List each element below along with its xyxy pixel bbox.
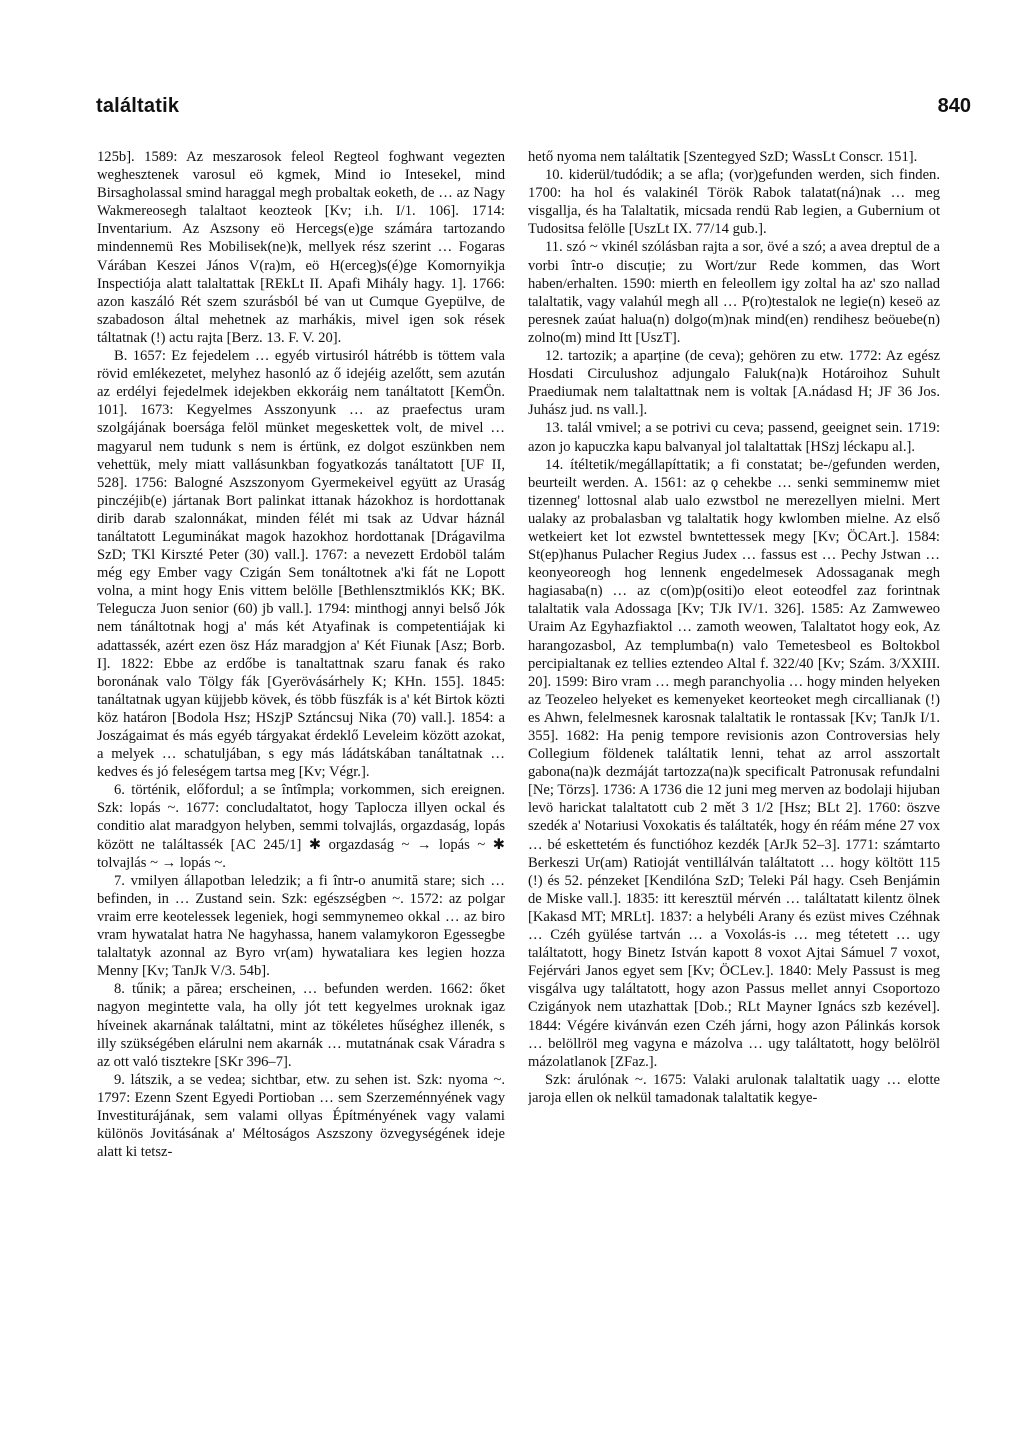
entry-paragraph: 6. történik, előfordul; a se întîmpla; vorkommen, sich ereignen. Szk: lopás ~. 1677: concludaltatot, hogy Taplocza illyen ockal és conditio alat maradgyon helyben, semmi tolvajlás, orgazdaság, lopás között ne találtassék [AC 245/1] ✱ orgazdaság ~ → lopás ~ ✱ tolvajlás ~ → lopás ~. (97, 782, 505, 871)
running-head-word: találtatik (96, 95, 180, 117)
entry-paragraph: 10. kiderül/tudódik; a se afla; (vor)gefunden werden, sich finden. 1700: ha hol és valakinél Török Rabok talatat(ná)nak … meg visgallja, és ha Talaltatik, micsada rendü Rab legien, a Gubernium ot Tudositsa felölle [UszLt IX. 77/14 gub.]. (528, 167, 940, 238)
left-column (97, 148, 505, 1408)
entry-paragraph: 11. szó ~ vkinél szólásban rajta a sor, övé a szó; a avea dreptul de a vorbi într-o discuție; zu Wort/zur Rede kommen, das Wort haben/erhalten. 1590: mierth en feleollem igy zoltal ha az' szo nallad talaltatik, vagy valahúl megh all … P(ro)testalok ne legie(n) keseö az peresnek zaúat halua(n) dolgo(m)nak mind(en) rendihesz beöuebe(n) zolno(m) mind Itt [UszT]. (528, 239, 940, 346)
entry-paragraph: 7. vmilyen állapotban leledzik; a fi într-o anumită stare; sich … befinden, in … Zustand sein. Szk: egészségben ~. 1572: az polgar vraim erre keotelessek legeniek, hogi semmynemeo okkal … az biro vram hywatalat hatra Ne hagyhassa, hanem valamykoron Egessegbe talaltatyk azonnal az Byro vr(am) hywataliara kes legien hozza Menny [Kv; TanJk V/3. 54b]. (97, 872, 505, 980)
entry-paragraph: 13. talál vmivel; a se potrivi cu ceva; passend, geeignet sein. 1719: azon jo kapuczka kapu balvanyal jol talaltattak [HSzj léckapu al.]. (528, 420, 940, 455)
entry-paragraph: hető nyoma nem találtatik [Szentegyed SzD; WassLt Conscr. 151]. (528, 149, 918, 165)
entry-paragraph: 9. látszik, a se vedea; sichtbar, etw. zu sehen ist. Szk: nyoma ~. 1797: Ezenn Szent Egyedi Portioban … sem Szerzeménnyének vagy Investiturájának, sem valami ollyas Építményének vagy valami különös Jovitásának a' Méltoságos Aszszony özvegységének ideje alatt ki tetsz- (97, 1071, 505, 1161)
page-number: 840 (937, 95, 971, 117)
entry-paragraph: 12. tartozik; a aparține (de ceva); gehören zu etw. 1772: Az egész Hosdati Circulushoz adjungalo Faluk(na)k Hotároihoz Suhult Praediumak nem talaltattnak nem is voltak [A.nádasd H; JF 36 Jos. Juhász jud. ns vall.]. (528, 348, 940, 419)
entry-paragraph: 8. tűnik; a părea; erscheinen, … befunden werden. 1662: őket nagyon megintette vala, ha olly jót tett kegyelmes uroknak igaz híveinek akarnának találtatni, mint az tökéletes hűséghez illenék, s illy szükségében elárulni nem akarnák … mutatnának csak Váradra s az ott való tisztekre [SKr 396–7]. (97, 981, 505, 1070)
right-column (528, 148, 940, 1408)
entry-paragraph: 14. ítéltetik/megállapíttatik; a fi constatat; be-/gefunden werden, beurteilt werden. A. 1561: az ǫ cehekbe … senki semminemw miet tizenneg' lottosnal alab ualo ezwstbol ne merezellyen mielni. Mert ualaky az probalasban vg talaltatik hogy kwlomben mielne. Az első wetkeiert ket lot ezwstel bwntettessek megy [Kv; ÖCArt.]. 1584: St(ep)hanus Pulacher Regius Judex … fassus est … Pechy Jstwan … keonyeoreogh hog lennenk engedelmesek Adossaganak megh hagiasaba(n) … az c(om)p(ositi)o eleot eoteodfel zaz forintnak talaltatik vala Adossaga [Kv; TJk IV/1. 326]. 1585: Az Zamweweo Uraim Az Egyhazfiaktol … zamoth weowen, Talaltatot hogy eok, Az harangozasbol, Az templumba(n) valo Temetesbeol es Boltokbol percipialtanak ez tellies eztendeo Altal f. 322/40 [Kv; Szám. 3/XXIII. 20]. 1599: Biro vram … megh paranchyolia … hogy minden helyeken az Teozeleo helyeket es kemenyeket keorteoket megh circallianak (!) es Ahwn, felelmesnek karosnak talaltatik le rontassak [Kv; TanJk I/1. 355]. 1682: Ha penig tempore revisionis azon Controversias hely Collegium földenek találtatik lenni, tehat az arrol asszortalt gabona(na)k dezmáját tartozza(na)k specificalt Patronusak refundalni [Ne; Törzs]. 1736: A 1736 die 12 juni meg merven az bodolaji hijuban levö harickat talaltatott cub 2 mět 3 1/2 [Hsz; BLt 2]. 1760: öszve szedék a' Notariusi Voxokatis és találtaték, hogy én réám méne 27 vox … bé eskettetém és functióhoz kezdék [ArJk 52–3]. 1771: számtarto Berkeszi Ur(am) Ratioját ventillálván találtatott … hogy költött 115 (!) és 52. pénzeket [Kendilóna SzD; Teleki Pál hagy. Cseh Benjámin de Miske vall.]. 1835: itt keresztül mérvén … találtatatt kilentz ölnek [Kakasd MT; MRLt]. 1837: a helybéli Arany és ezüst mives Czéhnak … Czéh gyülése tartván … a Voxolás-is … meg tétetett … ugy találtatott, hogy Binetz István kapott 8 voxot Ajtai Sámuel 7 voxot, Fejérvári Janos egyet sem [Kv; ÖCLev.]. 1840: Mely Passust is meg visgálva ugy találtatott, hogy azon Passus mellet annyi Csoportozo Czigányok nem utazhattak [Dob.; RLt Mayner Ignács szb kezével]. 1844: Végére kivánván ezen Czéh járni, hogy azon Pálinkás korsok … belöllröl meg vagyna e mázolva … ugy találtatott, hogy belölröl mázolatlanok [ZFaz.]. (528, 456, 940, 1070)
entry-paragraph: B. 1657: Ez fejedelem … egyéb virtusiról hátrébb is töttem vala rövid emlékezetet, melyhez hasonló az ő idejéig azelőtt, sem azután az erdélyi fejedelmek idejekben ekkoráig nem tanáltatott [KemÖn. 101]. 1673: Kegyelmes Asszonyunk … az praefectus uram szolgájának boersága felöl münket megeskettek volt, de mivel … magyarul nem tudunk s nem is értünk, ez dolgot eszünkben nem vehettük, mely miatt vallásunkban fogyatkozás tanáltatott [UF II, 528]. 1756: Balogné Aszszonyom Gyermekeivel együtt az Uraság pinczéjib(e) jártanak Bort palinkat ittanak házokhoz is hordottanak dirib darab szalonnákat, minden félét mi tsak az Udvar háznál tanáltatott Leguminákat magok hazokhoz hordottanak [Drágavilma SzD; TKl Kirszté Peter (30) vall.]. 1767: a nevezett Erdoböl talám még egy Ember vagy Czigán Sem tonáltotnek a'ki fát ne Lopott volna, a mint hogy Enis vittem belölle [Bethlensztmiklós KK; BK. Telegucza Juon senior (60) jb vall.]. 1794: minthogj annyi belső Jók nem tánáltotnak hogj a' más két Atyafinak is competentiájak ki adattassék, azért ezen ösz Ház maradgjon a' Két Fiunak [Asz; Borb. I]. 1822: Ebbe az erdőbe is tanaltattnak szaru fanak és rako boronának valo Tölgy fák [Gyerövásárhely K; KHn. 155]. 1845: tanáltatnak ugyan küjjebb kövek, és több füszfák is a' két Birtok közti köz határon [Bodola Hsz; HSzjP Sztáncsuj Nika (70) vall.]. 1854: a Joszágaimat és más egyéb tárgyakat érdeklő Leveleim között azokat, a melyek … schatuljában, s egy más ládátskában tanáltatnak … kedves és jó feleségem tartsa meg [Kv; Végr.]. (97, 348, 505, 781)
entry-paragraph: 125b]. 1589: Az meszarosok feleol Regteol foghwant vegezten weghesztenek varosul eö kgmek, Mind io Intesekel, mind Birsagholassal smind haraggal megh probaltak eoketh, de … az Nagy Wakmereosegh talaltaot keozteok [Kv; i.h. I/1. 106]. 1714: Inventarium. Az Aszsony eö Hercegs(e)ge számára tartozando mindennemü Res Mobilisek(ne)k, mellyek rész szerint … Fogaras Várában Keszei János V(ra)m, eö H(erceg)s(é)ge Komornyikja Inspectiója alatt talaltattak [REkLt II. Apafi Mihály hagy. 1]. 1766: azon kaszáló Rét szem szurásból bé van ut Cumque Gyepülve, de szabadoson által mehetnek az marhákis, mivel igen sok rések táltatnak (!) actu rajta [Berz. 13. F. V. 20]. (97, 149, 505, 346)
entry-paragraph: Szk: árulónak ~. 1675: Valaki arulonak talaltatik uagy … elotte jaroja ellen ok nelkül tamadonak talaltatik kegye- (528, 1071, 940, 1106)
